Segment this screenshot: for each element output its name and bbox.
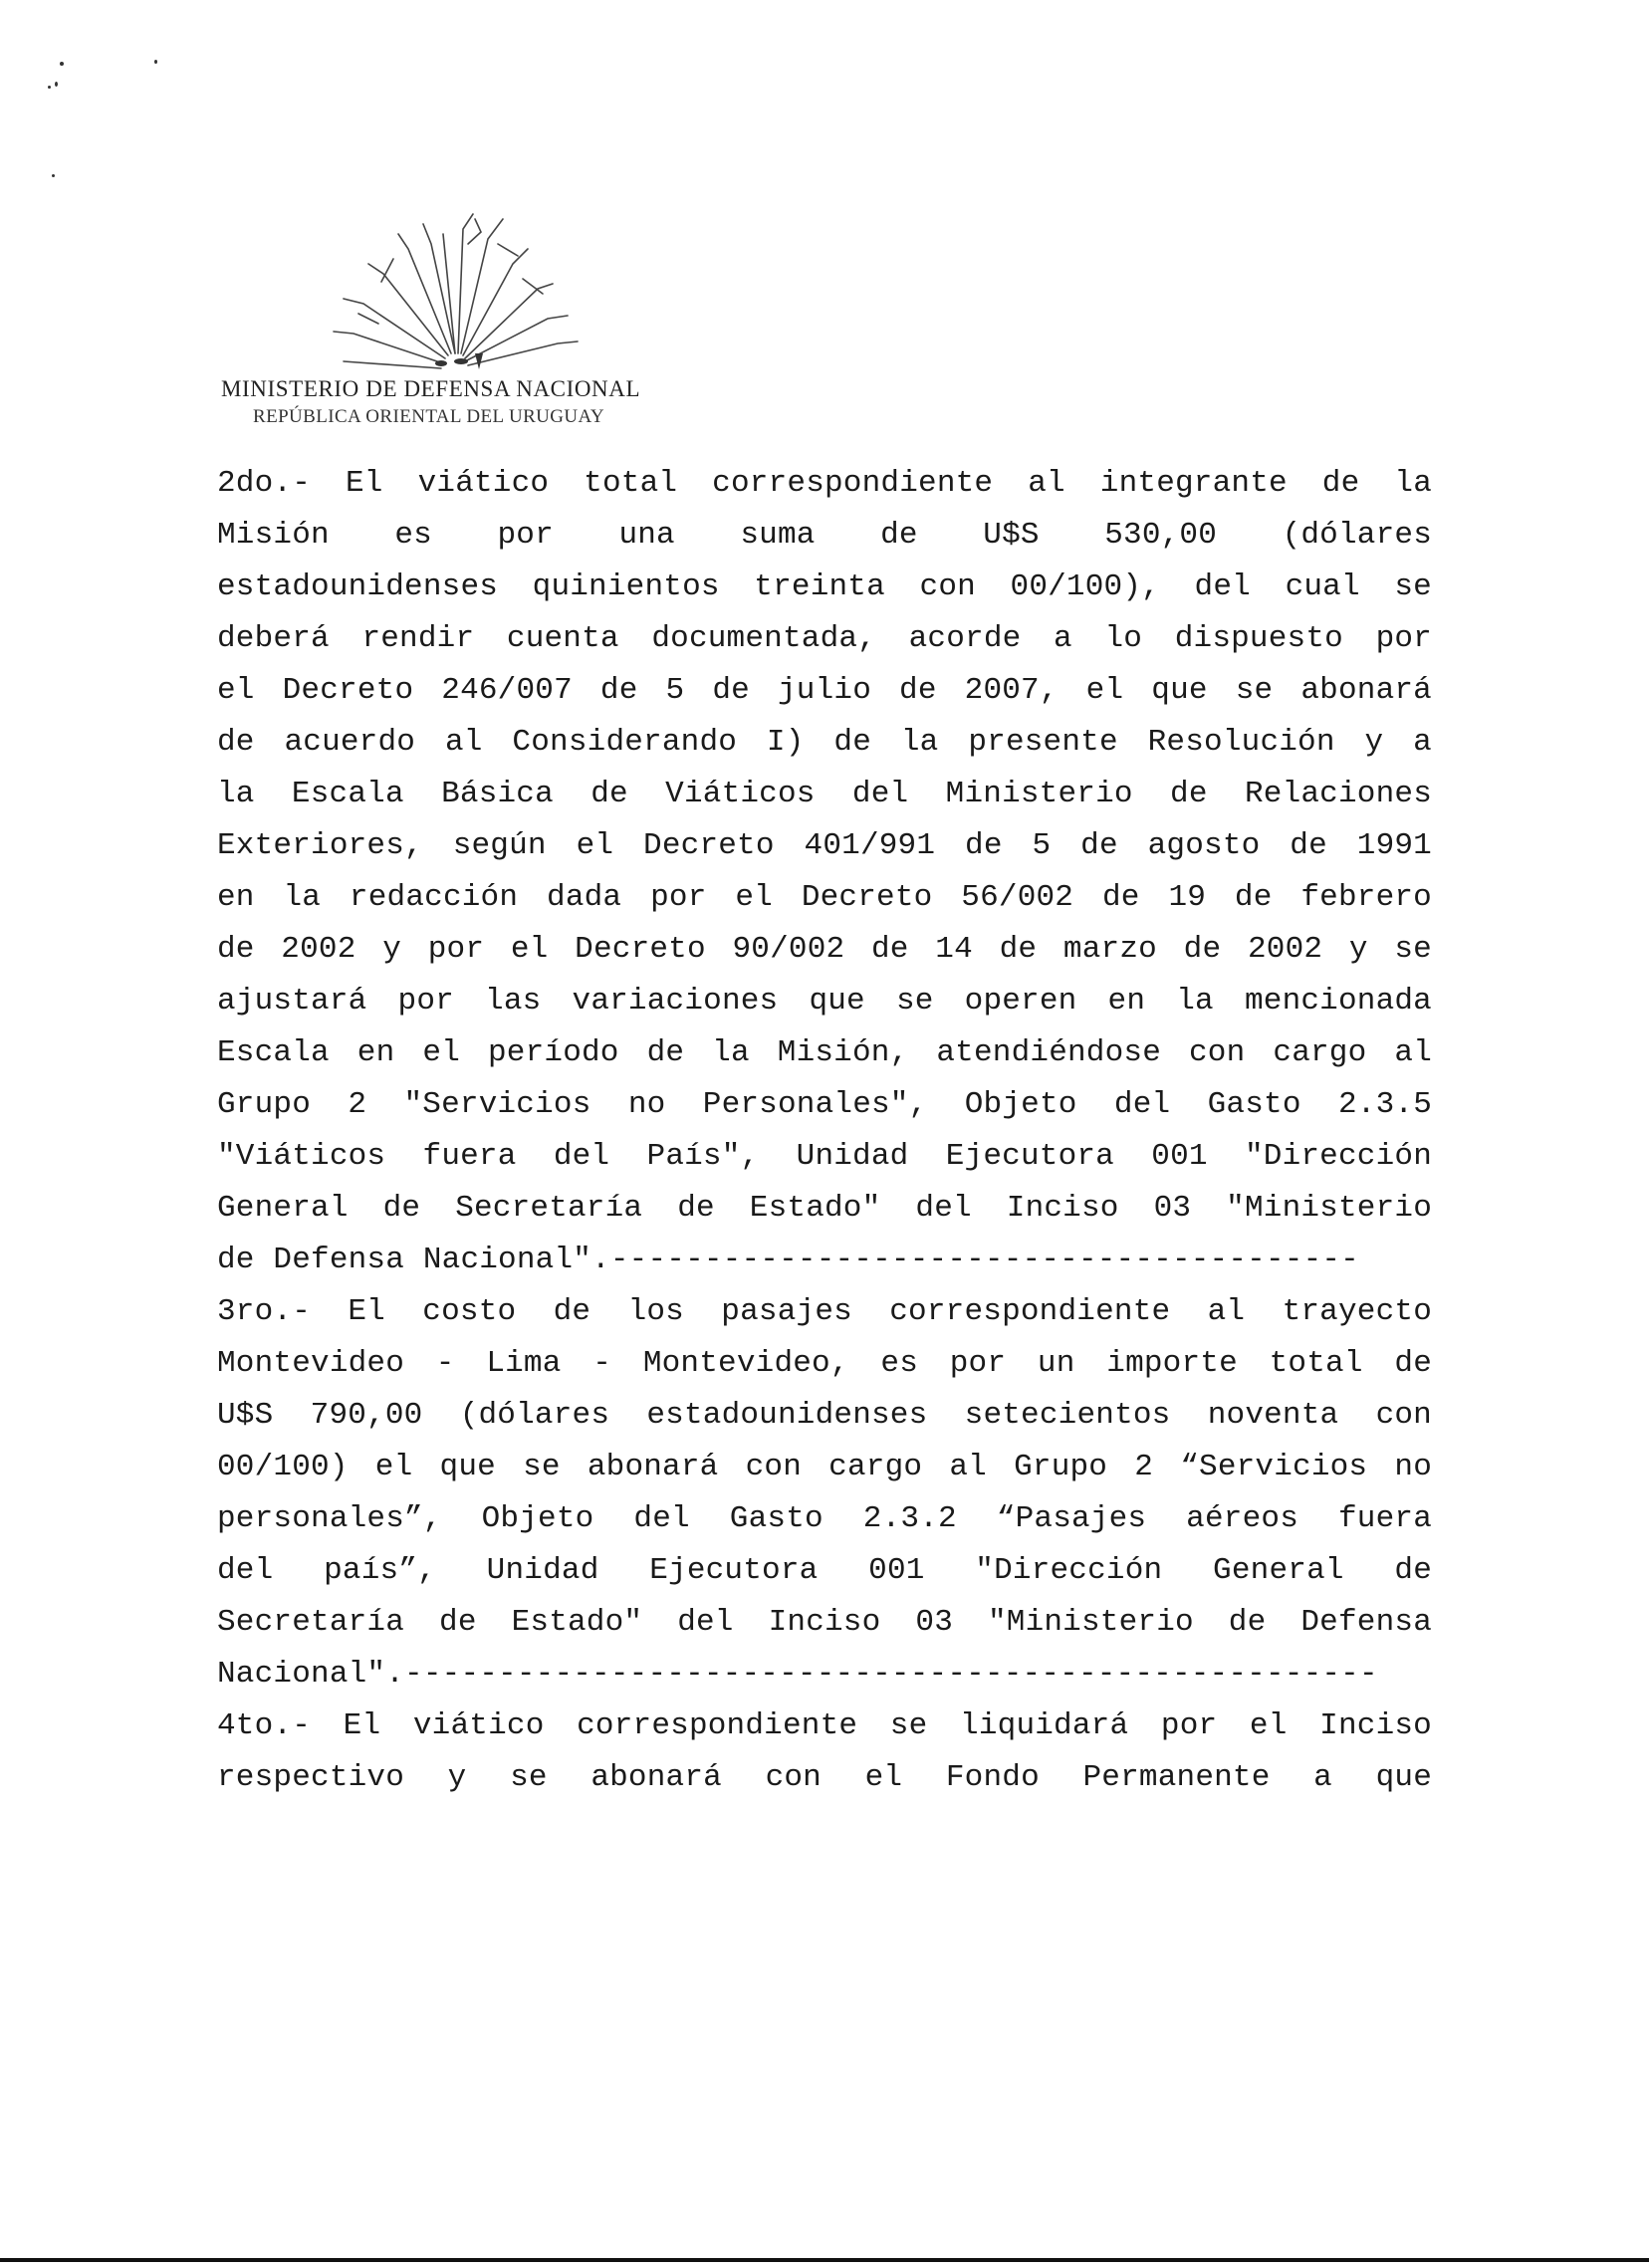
text-line: ajustará por las variaciones que se operen en la mencionada [217,984,1432,1019]
text-line: del país”, Unidad Ejecutora 001 "Dirección General de [217,1553,1432,1588]
scan-speck [52,174,55,177]
scan-speck [48,86,51,89]
text-line: Nacional".---------------------------------------------------- [217,1657,1378,1692]
scan-speck [55,82,58,87]
text-line: de 2002 y por el Decreto 90/002 de 14 de marzo de 2002 y se [217,932,1432,967]
text-line: Misión es por una suma de U$S 530,00 (dólares [217,518,1432,553]
text-line: Escala en el período de la Misión, atendiéndose con cargo al [217,1035,1432,1070]
text-line: en la redacción dada por el Decreto 56/002 de 19 de febrero [217,880,1432,915]
letterhead [221,376,640,428]
text-line: el Decreto 246/007 de 5 de julio de 2007, el que se abonará [217,673,1432,708]
bottom-rule [0,2258,1649,2262]
text-line: "Viáticos fuera del País", Unidad Ejecutora 001 "Dirección [217,1139,1432,1174]
text-line: U$S 790,00 (dólares estadounidenses setecientos noventa con [217,1398,1432,1433]
scan-speck [154,60,157,64]
text-line: de Defensa Nacional".---------------------------------------- [217,1243,1359,1277]
sun-seal-icon [324,204,588,373]
text-line: Secretaría de Estado" del Inciso 03 "Ministerio de Defensa [217,1605,1432,1640]
scan-speck [60,62,64,66]
text-line: respectivo y se abonará con el Fondo Permanente a que [217,1760,1432,1795]
text-line: Montevideo - Lima - Montevideo, es por un importe total de [217,1346,1432,1381]
text-line: 2do.- El viático total correspondiente al integrante de la [217,466,1432,501]
text-line: Exteriores, según el Decreto 401/991 de 5 de agosto de 1991 [217,828,1432,863]
text-line: la Escala Básica de Viáticos del Ministerio de Relaciones [217,777,1432,811]
text-line: estadounidenses quinientos treinta con 00/100), del cual se [217,569,1432,604]
text-line: 4to.- El viático correspondiente se liquidará por el Inciso [217,1708,1432,1743]
ministry-name: MINISTERIO DE DEFENSA NACIONAL [221,376,641,401]
text-line: 3ro.- El costo de los pasajes correspondiente al trayecto [217,1294,1432,1329]
resolution-body [217,458,1432,1804]
text-line: 00/100) el que se abonará con cargo al Grupo 2 “Servicios no [217,1450,1432,1484]
text-line: deberá rendir cuenta documentada, acorde a lo dispuesto por [217,621,1432,656]
text-line: personales”, Objeto del Gasto 2.3.2 “Pasajes aéreos fuera [217,1501,1432,1536]
text-line: de acuerdo al Considerando I) de la presente Resolución y a [217,725,1432,760]
text-line: General de Secretaría de Estado" del Inciso 03 "Ministerio [217,1191,1432,1226]
text-line: Grupo 2 "Servicios no Personales", Objeto del Gasto 2.3.5 [217,1087,1432,1122]
republic-name: REPÚBLICA ORIENTAL DEL URUGUAY [253,406,605,427]
